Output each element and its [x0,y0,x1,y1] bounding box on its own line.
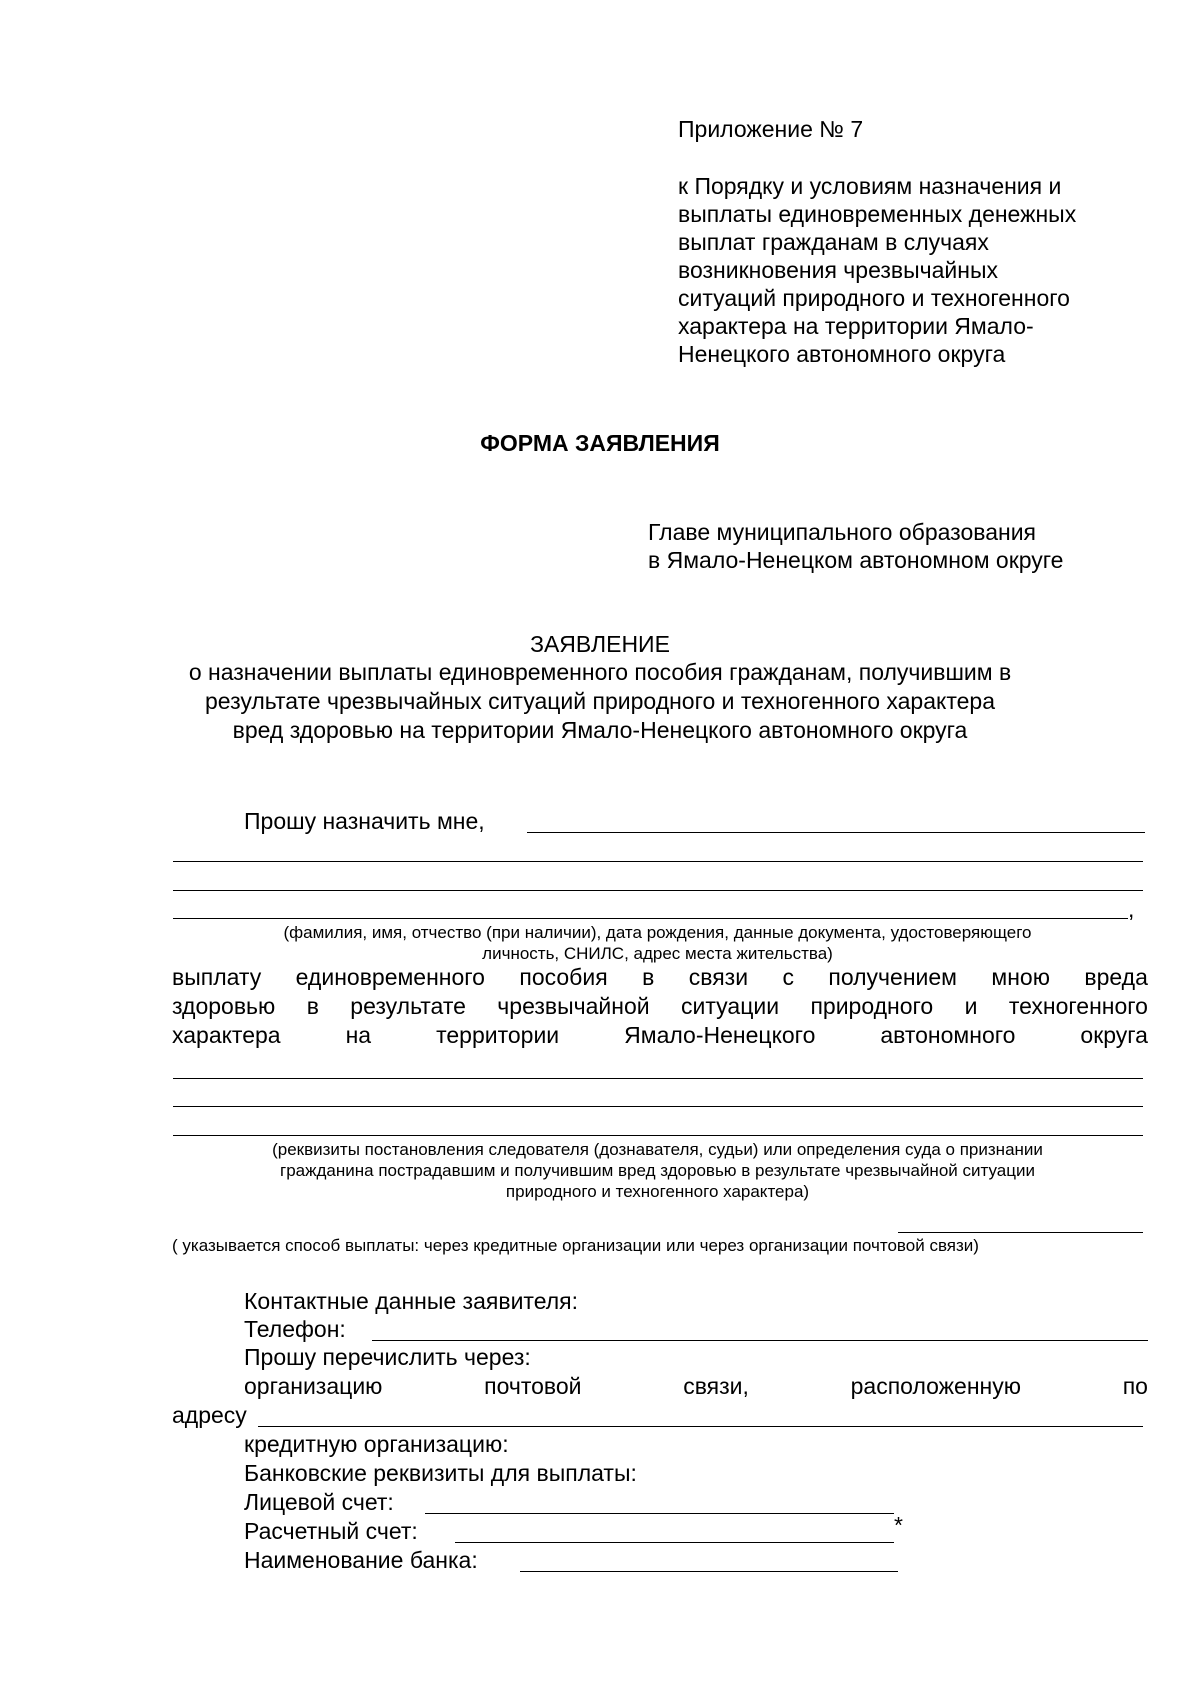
bank-details-label: Банковские реквизиты для выплаты: [244,1460,637,1486]
word: расположенную [850,1373,1021,1399]
addressee-line: Главе муниципального образования [648,519,1036,545]
word: связи, [683,1373,749,1399]
word: техногенного [1008,993,1148,1019]
bank-name-label: Наименование банка: [244,1547,478,1573]
word: связи [688,964,749,990]
word: автономного [880,1022,1016,1048]
payment-text-line [172,1022,1148,1049]
personal-account-label: Лицевой счет: [244,1489,394,1515]
word: чрезвычайной [497,993,650,1019]
settlement-account-field[interactable] [455,1542,894,1543]
contacts-title: Контактные данные заявителя: [244,1288,578,1314]
appendix-number: Приложение № 7 [678,116,864,142]
word: с [782,964,794,990]
statement-subtitle: о назначении выплаты единовременного пособия гражданам, получившим в [188,659,1012,685]
decision-hint: гражданина пострадавшим и получившим вред здоровью в результате чрезвычайной ситуации [280,1161,1035,1180]
word: на [345,1022,372,1048]
payment-method-field[interactable] [898,1232,1143,1233]
word: организацию [244,1373,383,1399]
word: территории [436,1022,560,1048]
bank-name-field[interactable] [520,1571,898,1572]
word: в [642,964,655,990]
word: единовременного [295,964,485,990]
statement-subtitle: вред здоровью на территории Ямало-Ненецкого автономного округа [232,717,968,743]
word: вреда [1084,964,1148,990]
applicant-field[interactable] [173,861,1143,862]
address-label: адресу [172,1402,247,1428]
request-label: Прошу назначить мне, [244,808,485,834]
decision-hint: природного и техногенного характера) [505,1182,810,1201]
payment-method-hint: ( указывается способ выплаты: через кредитные организации или через организации почтовой связи) [172,1236,979,1255]
applicant-field[interactable] [173,890,1143,891]
statement-subtitle: результате чрезвычайных ситуаций природного и техногенного характера [205,688,995,714]
payment-text-line [172,964,1148,991]
reference-line: Ненецкого автономного округа [678,341,1006,367]
word: результате [350,993,466,1019]
applicant-field[interactable] [527,832,1145,833]
word: выплату [172,964,262,990]
word: почтовой [484,1373,582,1399]
statement-title: ЗАЯВЛЕНИЕ [530,631,670,657]
credit-org-label: кредитную организацию: [244,1431,509,1457]
decision-details-field[interactable] [173,1078,1143,1079]
phone-label: Телефон: [244,1316,346,1342]
word: пособия [519,964,608,990]
address-field[interactable] [258,1426,1143,1427]
reference-line: к Порядку и условиям назначения и [678,173,1062,199]
reference-line: характера на территории Ямало- [678,313,1034,339]
decision-details-field[interactable] [173,1135,1143,1136]
word: мною [991,964,1050,990]
reference-line: ситуаций природного и техногенного [678,285,1070,311]
comma: , [1128,896,1135,922]
word: получением [828,964,957,990]
addressee-line: в Ямало-Ненецком автономном округе [648,547,1064,573]
applicant-field[interactable] [173,918,1128,919]
reference-line: возникновения чрезвычайных [678,257,999,283]
post-office-line [244,1373,1148,1400]
word: по [1122,1373,1148,1399]
word: и [964,993,978,1019]
person-hint: личность, СНИЛС, адрес места жительства) [482,944,833,963]
word: Ямало-Ненецкого [624,1022,816,1048]
phone-field[interactable] [372,1340,1148,1341]
settlement-account-label: Расчетный счет: [244,1518,418,1544]
word: характера [172,1022,281,1048]
word: природного [810,993,934,1019]
payment-text-line [172,993,1148,1020]
asterisk: * [894,1512,903,1538]
transfer-label: Прошу перечислить через: [244,1344,531,1370]
decision-hint: (реквизиты постановления следователя (дознавателя, судьи) или определения суда о признании [272,1140,1043,1159]
reference-line: выплаты единовременных денежных [678,201,1077,227]
word: в [306,993,319,1019]
decision-details-field[interactable] [173,1106,1143,1107]
word: округа [1080,1022,1148,1048]
word: ситуации [681,993,780,1019]
person-hint: (фамилия, имя, отчество (при наличии), дата рождения, данные документа, удостоверяющего [283,923,1032,942]
personal-account-field[interactable] [425,1513,894,1514]
word: здоровью [172,993,276,1019]
form-title: ФОРМА ЗАЯВЛЕНИЯ [480,430,720,456]
reference-line: выплат гражданам в случаях [678,229,989,255]
